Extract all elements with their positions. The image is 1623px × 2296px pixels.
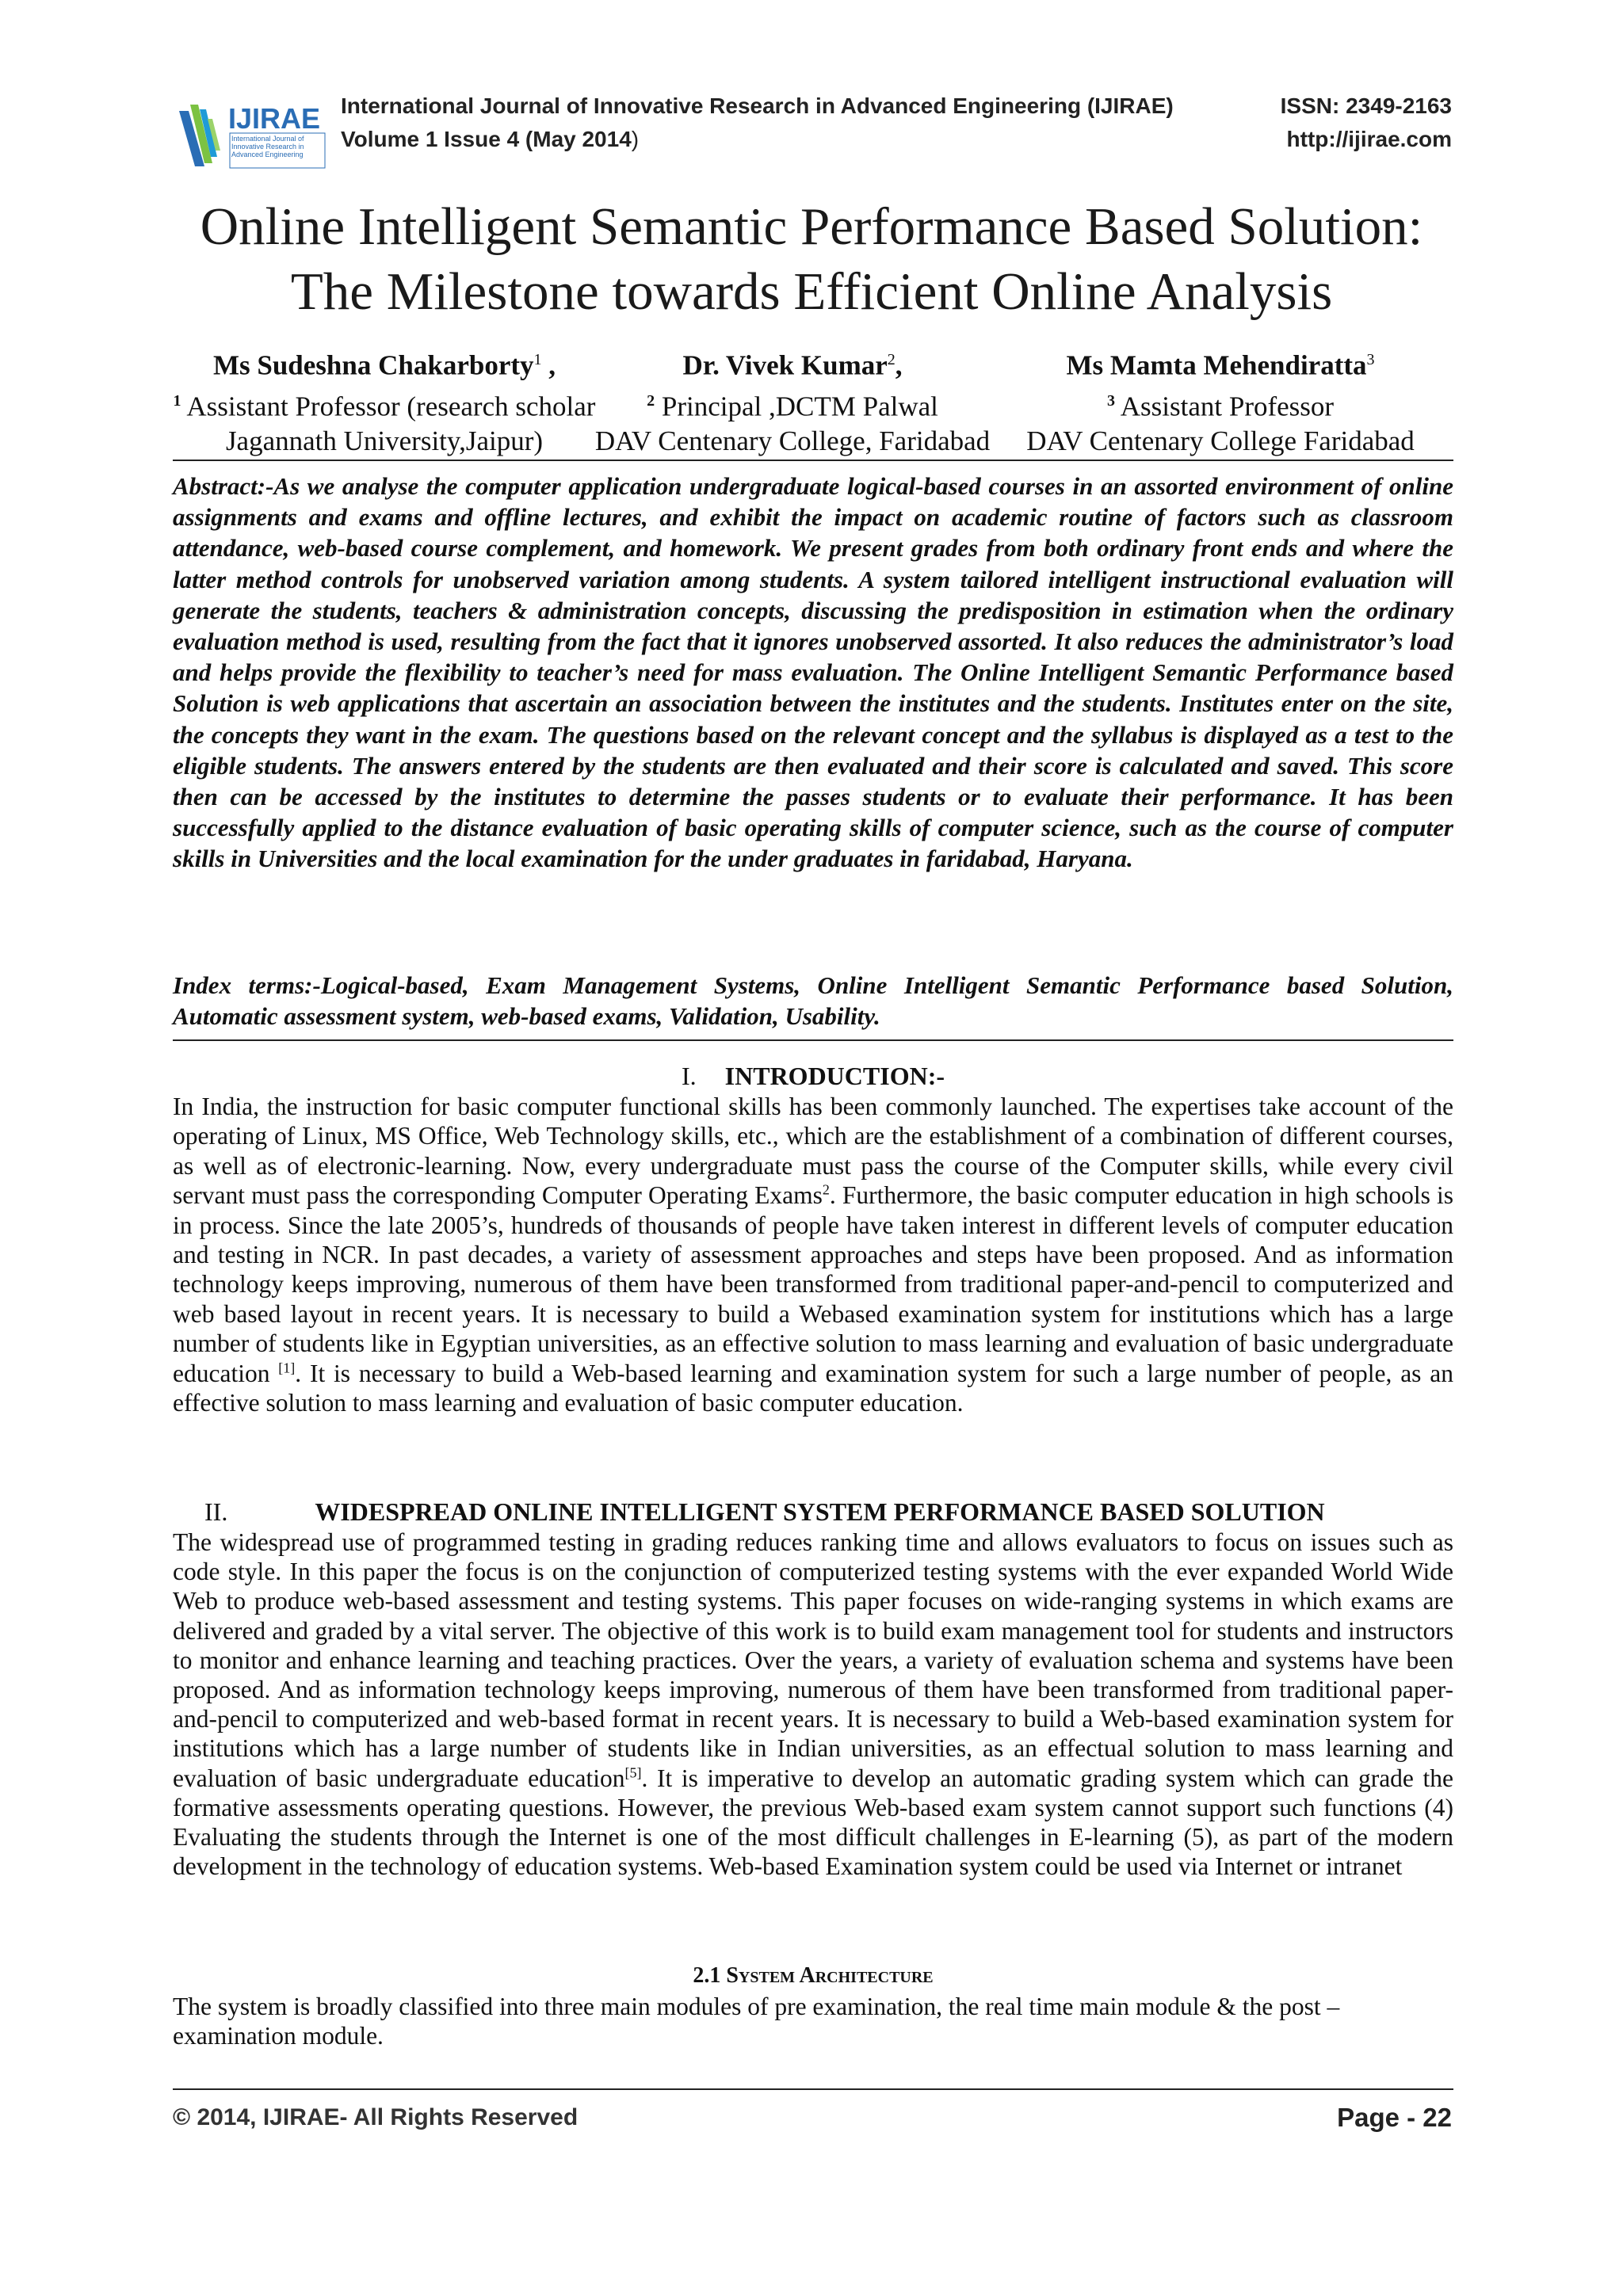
abstract: Abstract:-As we analyse the computer application undergraduate logical-based courses in an assorted environment of online assignments and exams and offline lectures, and exhibit the impact on academic routine of factors such as classroom attendance, web-based course complement, and homework. We present grades from both ordinary front ends and where the latter method controls for unobserved variation among students. A system tailored intelligent instructional evaluation will generate the students, teachers & administration concepts, discussing the predisposition in estimation when the ordinary evaluation method is used, resulting from the fact that it ignores unobserved assorted. It also reduces the administrator’s load and helps provide the flexibility to teacher’s need for mass evaluation. The Online Intelligent Semantic Performance based Solution is web applications that ascertain an association between the institutes and the students. Institutes enter on the site, the concepts they want in the exam. The questions based on the relevant concept and the syllabus is displayed as a test to the eligible students. The answers entered by the students are then evaluated and their score is calculated and saved. This score then can be accessed by the institutes to determine the passes students or to evaluate their performance. It has been successfully applied to the distance evaluation of basic operating skills of computer science, such as the course of computer skills in Universities and the local examination for the under graduates in faridabad, Haryana.: [173, 472, 1453, 873]
author-name: Ms Mamta Mehendiratta: [1066, 349, 1367, 381]
journal-volume: [341, 127, 639, 152]
subsection-heading: 2.1 System Architecture: [693, 1963, 934, 1988]
ijirae-logo-icon: [173, 93, 331, 173]
body-text: . It is imperative to develop an automatic grading system which can grade the formative assessments operating questions. However, the previous Web-based exam system cannot support such functions (4) Evaluating the students through the Internet is one of the most difficult challenges in E-learning (5), as part of the modern development in the technology of education systems. Web-based Examination system could be used via Internet or intranet: [173, 1764, 1453, 1881]
volume-text: Volume 1 Issue 4 (May 2014: [341, 127, 632, 151]
author-sup: 1: [533, 351, 542, 368]
author-name: Ms Sudeshna Chakarborty: [212, 349, 534, 381]
section-body: [173, 1527, 1453, 1881]
author-trail: ,: [895, 349, 903, 381]
paper-title: [119, 194, 1504, 324]
body-text: . It is necessary to build a Web-based learning and examination system for such a large number of people, as an effective solution to mass learning and evaluation of basic computer education.: [173, 1359, 1453, 1417]
affiliation-sup: 2: [647, 391, 655, 410]
affiliation-line: DAV Centenary College, Faridabad: [594, 425, 991, 457]
volume-suffix: ): [631, 127, 640, 151]
author-block: [162, 342, 606, 459]
journal-issn: ISSN: 2349-2163: [1280, 93, 1452, 118]
section-heading: [173, 1060, 1453, 1092]
journal-url[interactable]: http://ijirae.com: [1286, 127, 1452, 151]
affiliation-line: Assistant Professor: [1114, 391, 1335, 422]
section-body: [173, 1092, 1453, 1417]
affiliation-sup: 3: [1106, 391, 1115, 410]
body-text: . Furthermore, the basic computer education in high schools is in process. Since the late 2005’s, hundreds of thousands of people have taken interest in different levels of computer education and testing in NCR. In past decades, a variety of assessment approaches and steps have been proposed. And as information technology keeps improving, numerous of them have been transformed from traditional paper-and-pencil to computerized and web based layout in recent years. It is necessary to build a Webased examination system for institutions which has a large number of students like in Egyptian universities, as an effective solution to mass learning and evaluation of basic undergraduate education: [173, 1181, 1453, 1387]
title-line-2: The Milestone towards Efficient Online Analysis: [290, 262, 1333, 321]
author-sup: 2: [887, 351, 896, 368]
section-number: I.: [682, 1062, 697, 1090]
logo-subtitle: International Journal of Innovative Research in Advanced Engineering: [231, 135, 304, 158]
divider: [173, 460, 1453, 461]
author-block: [983, 342, 1458, 459]
divider: [173, 1039, 1453, 1041]
logo-text: IJIRAE: [228, 102, 321, 135]
body-text: The widespread use of programmed testing in grading reduces ranking time and allows evaluators to focus on issues such as code style. In this paper the focus is on the conjunction of computerized testing systems with the ever expanded World Wide Web to produce web-based assessment and testing systems. This paper focuses on wide-ranging systems in which exams are delivered and graded by a vital server. The objective of this work is to build exam management tool for students and instructors to monitor and enhance learning and teaching practices. Over the years, a variety of evaluation schema and systems have been proposed. And as information technology keeps improving, numerous of them have been transformed from traditional paper-and-pencil to computerized and web-based format in recent years. It is necessary to build a Web-based examination system for institutions which has a large number of students like in Indian universities, as an effectual solution to mass learning and evaluation of basic undergraduate education: [173, 1528, 1453, 1792]
author-name: Dr. Vivek Kumar: [682, 349, 888, 381]
citation-ref: [1]: [278, 1360, 296, 1376]
citation-ref: [5]: [624, 1764, 642, 1781]
footer-divider: [173, 2088, 1453, 2090]
affiliation-line: Principal ,DCTM Palwal: [655, 391, 938, 422]
journal-logo: [173, 93, 331, 173]
affiliation-line: Assistant Professor (research scholar: [181, 391, 596, 422]
title-line-1: Online Intelligent Semantic Performance Based Solution:: [200, 197, 1423, 256]
citation-ref: 2: [822, 1181, 830, 1198]
copyright: © 2014, IJIRAE- All Rights Reserved: [173, 2104, 579, 2130]
page-number: Page - 22: [1337, 2103, 1452, 2132]
subsection-body: The system is broadly classified into three main modules of pre examination, the real time main module & the post – examination module.: [173, 1993, 1340, 2050]
author-trail: ,: [541, 349, 556, 381]
section-title: INTRODUCTION:-: [724, 1062, 945, 1090]
affiliation-line: Jagannath University,Jaipur): [225, 425, 544, 457]
affiliation-sup: 1: [173, 391, 181, 410]
author-block: [586, 342, 999, 459]
section-number: II.: [204, 1497, 228, 1526]
author-sup: 3: [1366, 351, 1375, 368]
section-title: WIDESPREAD ONLINE INTELLIGENT SYSTEM PERFORMANCE BASED SOLUTION: [315, 1497, 1325, 1526]
journal-name: International Journal of Innovative Research in Advanced Engineering (IJIRAE): [341, 93, 1174, 118]
affiliation-line: DAV Centenary College Faridabad: [1026, 425, 1415, 457]
section-heading: [173, 1496, 1453, 1527]
index-terms: Index terms:-Logical-based, Exam Management Systems, Online Intelligent Semantic Performance based Solution, Automatic assessment system, web-based exams, Validation, Usability.: [173, 971, 1453, 1031]
body-text: In India, the instruction for basic computer functional skills has been commonly launched. The expertises take account of the operating of Linux, MS Office, Web Technology skills, etc., which are the establishment of a combination of different courses, as well as of electronic-learning. Now, every undergraduate must pass the course of the Computer skills, while every civil servant must pass the corresponding Computer Operating Exams: [173, 1093, 1453, 1210]
